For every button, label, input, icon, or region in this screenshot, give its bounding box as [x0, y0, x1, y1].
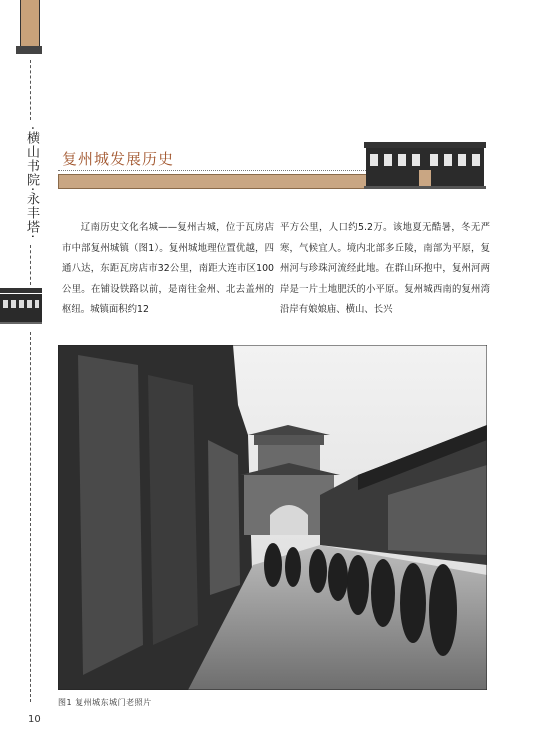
article-column-1	[62, 218, 274, 321]
margin-divider	[30, 245, 31, 285]
margin-divider	[30, 332, 31, 702]
margin-divider	[30, 60, 31, 120]
margin-top-tab-base	[16, 46, 42, 54]
title-bar	[58, 174, 367, 189]
margin-side-label: ·横山书院·永丰塔·	[24, 126, 39, 240]
title-underline	[58, 170, 368, 171]
figure-caption: 图1 复州城东城门老照片	[58, 698, 152, 707]
historic-gate-photo	[58, 345, 487, 690]
article-column-2	[280, 218, 490, 321]
article-paragraph: 辽南历史文化名城——复州古城，位于瓦房店市中部复州城镇（图1）。复州城地理位置优越，四通八达，东距瓦房店市32公里，南距大连市区100公里。在铺设铁路以前，是南往金州、北去盖州的枢纽。城镇面积约12	[62, 222, 274, 315]
margin-top-tab	[20, 0, 40, 47]
page-number: 10	[28, 714, 41, 725]
margin-building-icon	[0, 286, 42, 326]
title-building-icon	[364, 140, 486, 190]
section-title: 复州城发展历史	[62, 150, 175, 168]
article-paragraph: 平方公里，人口约5.2万。该地夏无酷暑，冬无严寒，气候宜人。境内北部多丘陵，南部为平原，复州河与珍珠河流经此地。在群山环抱中，复州河两岸是一片土地肥沃的小平原。复州城西南的复州湾沿岸有娘娘庙、横山、长兴	[280, 222, 490, 315]
